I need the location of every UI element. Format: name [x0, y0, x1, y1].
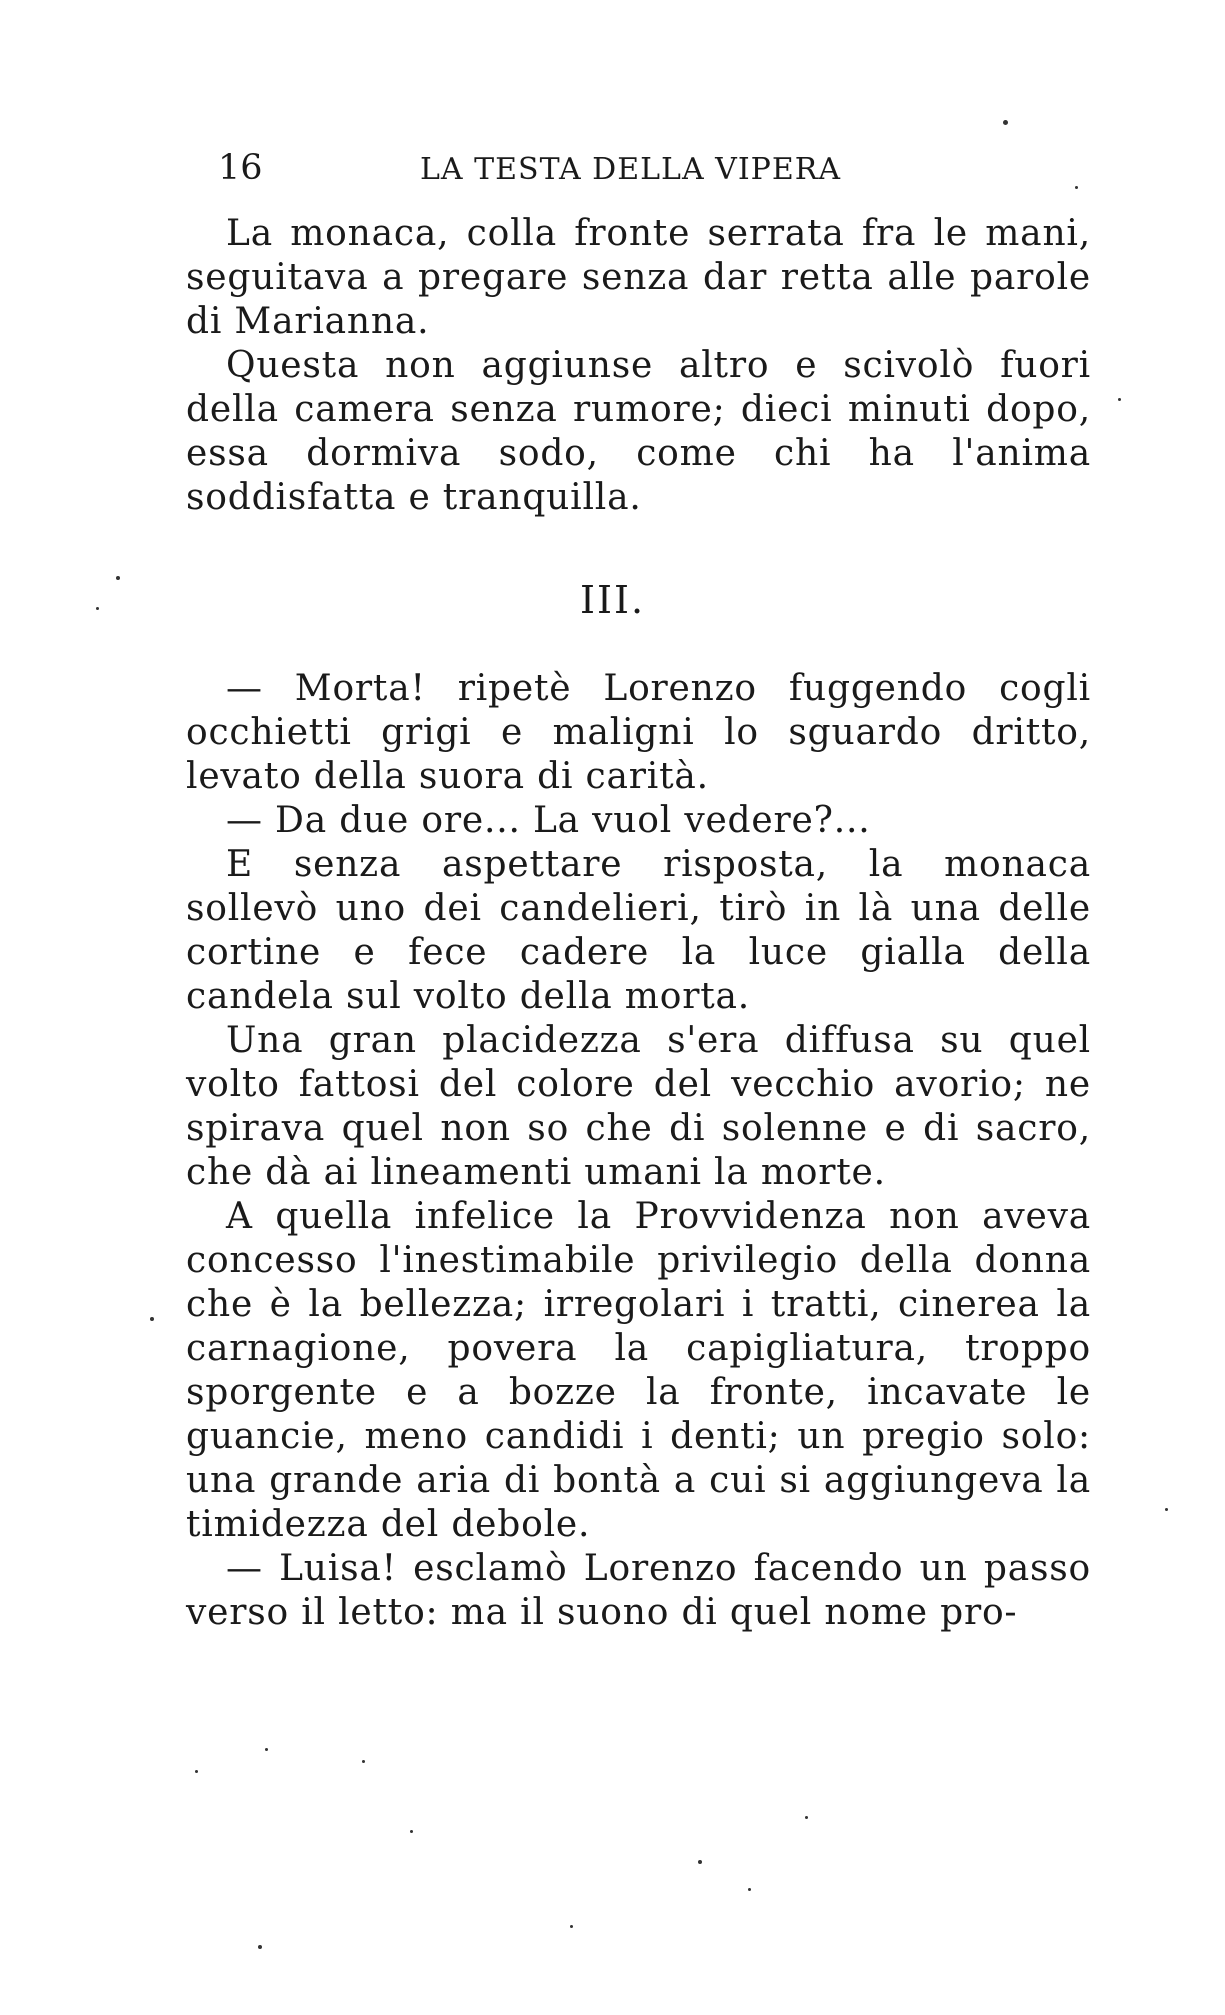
speck	[96, 607, 99, 610]
paragraph: A quella infelice la Provvidenza non aveva concesso l'inestimabile privilegio della donna che è la bellezza; irregolari i tratti, cinerea la carnagione, povera la capigliatura, troppo sporgente e a bozze la fronte, incavate le guancie, meno candidi i denti; un pregio solo: una grande aria di bontà a cui si aggiungeva la timidezza del debole.	[186, 1196, 1091, 1545]
speck	[805, 1816, 808, 1819]
page-number: 16	[218, 148, 263, 188]
speck	[698, 1860, 702, 1864]
speck	[195, 1770, 198, 1773]
section-heading: III.	[579, 578, 646, 622]
speck	[748, 1888, 751, 1891]
speck	[150, 1317, 154, 1321]
speck	[116, 576, 120, 580]
speck	[362, 1760, 365, 1763]
speck	[1165, 1508, 1168, 1511]
page-header	[0, 148, 1225, 198]
paragraph: Una gran placidezza s'era diffusa su quel volto fattosi del colore del vecchio avorio; ne spirava quel non so che di solenne e di sacro, che dà ai lineamenti umani la morte.	[186, 1020, 1091, 1193]
paragraph: E senza aspettare risposta, la monaca sollevò uno dei candelieri, tirò in là una delle cortine e fece cadere la luce gialla della candela sul volto della morta.	[186, 844, 1091, 1017]
paragraph: — Luisa! esclamò Lorenzo facendo un passo verso il letto: ma il suono di quel nome pro-	[186, 1548, 1091, 1633]
speck	[258, 1945, 262, 1949]
text-block-after-section	[186, 667, 1091, 1635]
paragraph: — Morta! ripetè Lorenzo fuggendo cogli occhietti grigi e maligni lo sguardo dritto, levato della suora di carità.	[186, 668, 1091, 797]
speck	[1118, 398, 1121, 401]
speck	[1075, 186, 1078, 189]
paragraph: La monaca, colla fronte serrata fra le mani, seguitava a pregare senza dar retta alle parole di Marianna.	[186, 213, 1091, 342]
running-title: LA TESTA DELLA VIPERA	[420, 152, 842, 187]
text-block-before-section	[186, 212, 1091, 520]
paragraph: — Da due ore... La vuol vedere?...	[226, 800, 871, 841]
speck	[265, 1748, 268, 1751]
paragraph: Questa non aggiunse altro e scivolò fuori della camera senza rumore; dieci minuti dopo, essa dormiva sodo, come chi ha l'anima soddisfatta e tranquilla.	[186, 345, 1091, 518]
speck	[570, 1925, 573, 1928]
speck	[1003, 120, 1008, 125]
speck	[410, 1830, 413, 1833]
